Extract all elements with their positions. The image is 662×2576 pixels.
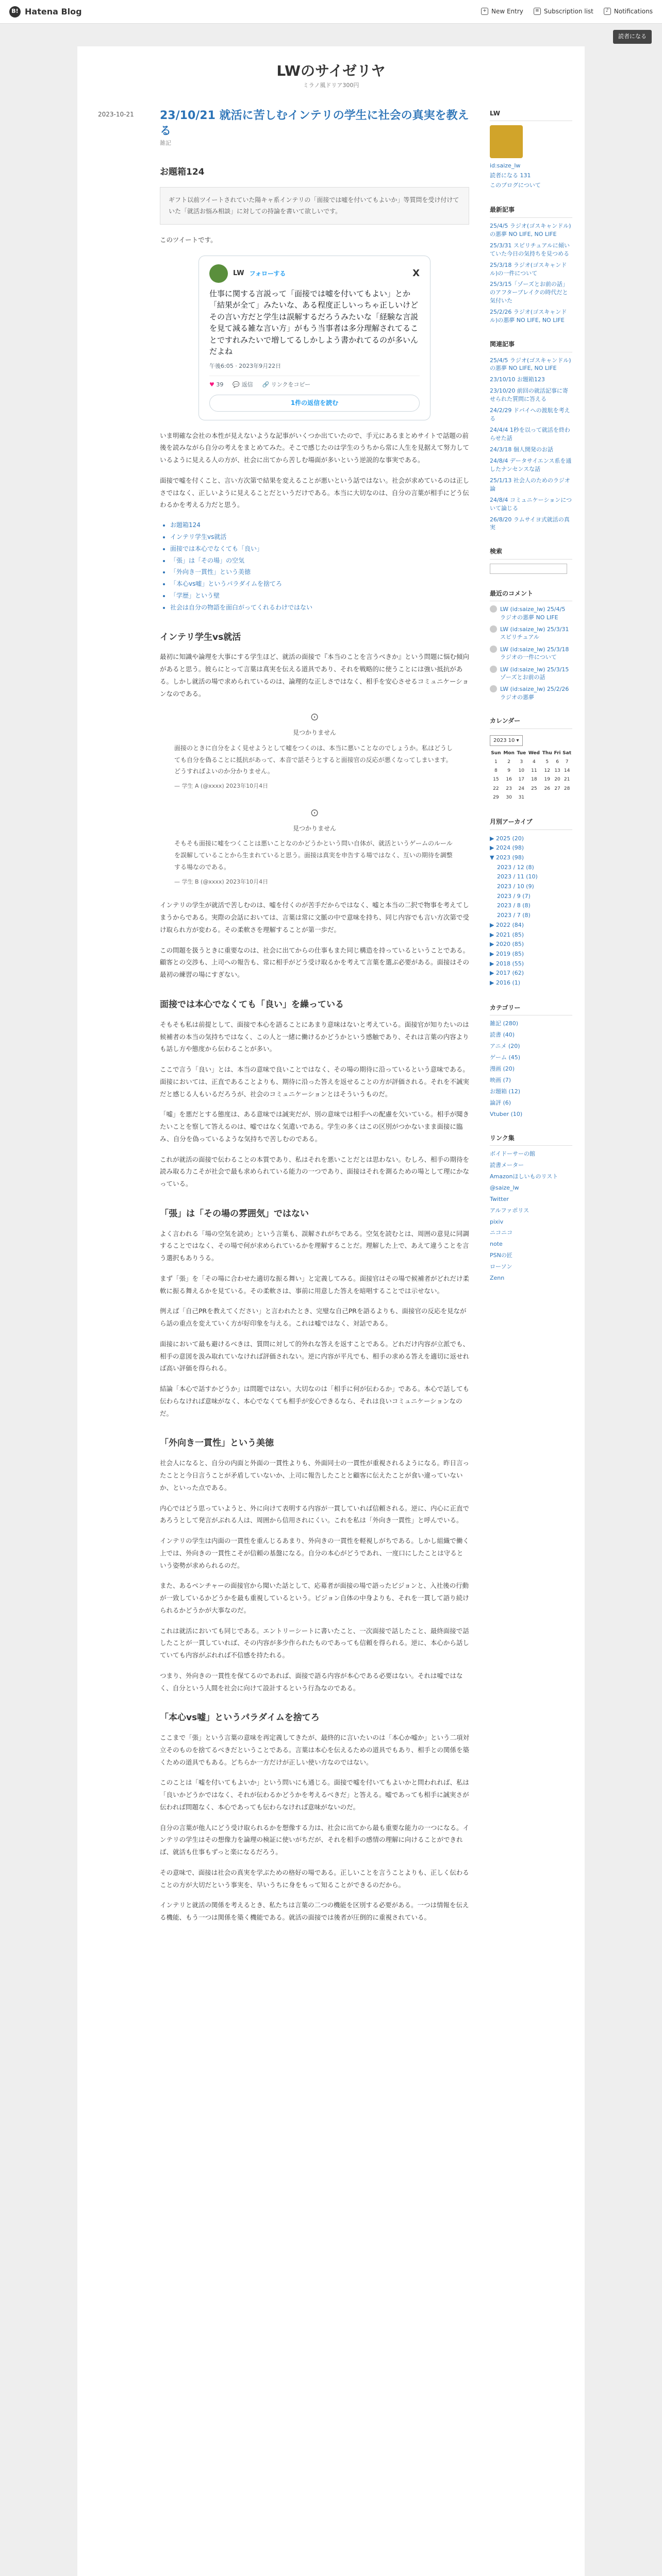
user-icon bbox=[490, 685, 497, 692]
toc-item[interactable]: • 「張」は「その場」の空気 bbox=[170, 555, 469, 567]
links-block: リンク集 ボイドーサーの館 読書メーター Amazonほしいものリスト @saize_lw Twitter アルファポリス pixiv ニコニコ note PSNの匠 ローソン Zenn bbox=[490, 1133, 572, 1283]
blog-title[interactable]: LWのサイゼリヤ bbox=[276, 62, 386, 79]
recent-post-link[interactable]: 25/2/26 ラジオ(ゴスキャンドル)の悪夢 NO LIFE, NO LIFE bbox=[490, 309, 567, 324]
quote-icon: ⊙ bbox=[310, 806, 319, 819]
category-link[interactable]: お題箱 (12) bbox=[490, 1088, 521, 1095]
category-link[interactable]: 漫画 (20) bbox=[490, 1065, 515, 1072]
user-icon bbox=[490, 605, 497, 613]
related-post-link[interactable]: 25/4/5 ラジオ(ゴスキャンドル)の悪夢 NO LIFE, NO LIFE bbox=[490, 357, 571, 372]
sidebar bbox=[490, 108, 572, 1297]
archive-year[interactable]: ▶ 2025 (20) bbox=[490, 835, 524, 842]
related-post-link[interactable]: 25/1/13 社会人のためのラジオ論 bbox=[490, 477, 570, 492]
embedded-tweet[interactable]: LW フォローする X 仕事に関する言説って「面接では嘘を付いてもよい」とか「結果が全て」みたいな、ある程度正しいっちゃ正しいけどその言い方だと学生は誤解するだろうみたいな「経験な言説を見て減る雑な言い方」がもう当事者は多分理解されてることですれみたいで増してるしかしよう書かれてるのが多いんだよね 午後6:05 · 2023年9月22日 ♥ 39 💬 返信 🔗 リンクをコピー 1件の返信を読む bbox=[198, 256, 431, 420]
archive-year[interactable]: ▶ 2024 (98) bbox=[490, 844, 524, 852]
month-select[interactable]: 2023 10 ▾ bbox=[490, 735, 523, 746]
recent-post-link[interactable]: 25/3/15「ゾーズとお前の話」のアフターブレイクの時代だと気付いた bbox=[490, 281, 568, 304]
quote-citation[interactable]: — 学生 A (@xxxx) 2023年10月4日 bbox=[174, 783, 269, 790]
archive-year[interactable]: ▶ 2020 (85) bbox=[490, 941, 524, 948]
article: 23/10/21 就活に苦しむインテリの学生に社会の真実を教える 雑記 お題箱124 ギフト以前ツイートされていた陽キャ系インテリの「面接では嘘を付いてもよいか」等質問を受け付けていた「就活お悩み相談」に対しての持論を書いて欲しいです。 このツイートです。 LW フォローする X 仕事に関する言説って「面接では嘘を付いてもよい」とか「結果が全て」みたいな、ある程度正しいっちゃ正しいけどその言い方だと学生は誤解するだろうみたいな「経験な言説を見て減る雑な言い方」がもう当事者は多分理解されてることですれみたいで増してるしかしよう書かれてるのが多いんだよね 午後6:05 · 2023年9月22日 ♥ 39 💬 返信 🔗 リンクをコピー 1件の返信を読む いま明確な会社の本性が見えないような記事がいくつか出ていたので、手元にあるまとめサイトで話題の前後を読みながら自分の考えをまとめてみた。そこで感じたのは学生のうちから常に人生を見据えて努力しているように見える人の方が、社会に出てから苦しむ場面が多いという逆説的な事実である。 面接で嘘を付くこと、言い方次第で結果を変えることが悪いという話ではない。社会が求めているのは正しさではなく、正しいように見えることだというだけである。本当に大切なのは、自分の言葉が相手にどう伝わるかを考える力だと思う。 • お題箱124 • インテリ学生vs就活 • 面接では本心でなくても「良い」 • 「張」は「その場」の空気 • 「外向き一貫性」という美徳 • 「本心vs嘘」というパラダイムを捨てろ • 「学歴」という壁 • 社会は自分の物語を面白がってくれるわけではない インテリ学生vs就活 最初に知識や論理を大事にする学生ほど、就活の面接で『本当のことを言うべきか』という問題に悩む傾向があると思う。彼らにとって言葉は真実を伝える道具であり、それを戦略的に使うことには強い抵抗がある。しかし就活の場で求められているのは、論理的な正しさではなく、相手を安心させるコミュニケーションなのである。 ⊙ 見つかりません 面接のときに自分をよく見せようとして嘘をつくのは、本当に悪いことなのでしょうか。私はどうしても自分を偽ることに抵抗があって、本音で話そうとすると面接官の反応が悪くなってしまいます。どうすればよいのか分かりません。 — 学生 A (@xxxx) 2023年10月4日 ⊙ 見つかりません そもそも面接に嘘をつくことは悪いことなのかどうかという問い自体が、就活というゲームのルールを誤解していることから生まれていると思う。面接は真実を申告する場ではなく、互いの期待を調整する場なのである。 — 学生 B (@xxxx) 2023年10月4日 インテリの学生が就活で苦しむのは、嘘を付くのが苦手だからではなく、嘘と本当の二択で物事を考えてしまうからである。実際の会話においては、言葉は常に文脈の中で意味を持ち、同じ内容でも言い方次第で受け取られ方が変わる。その柔軟さを理解することが第一歩だ。 この問題を扱うときに重要なのは、社会に出てからの仕事もまた同じ構造を持っているということである。顧客との交渉も、上司への報告も、常に相手がどう受け取るかを考えて言葉を選ぶ必要がある。面接はその最初の練習の場にすぎない。 面接では本心でなくても「良い」を繰っている そもそも私は前提として、面接で本心を語ることにあまり意味はないと考えている。面接官が知りたいのは候補者の本当の気持ちではなく、この人と一緒に働けるかどうかという感触であり、それは言葉の内容よりも話し方や態度から伝わることが多い。 ここで言う「良い」とは、本当の意味で良いことではなく、その場の期待に沿っているという意味である。面接においては、正直であることよりも、期待に沿った答えを返せることの方が評価される。それを不誠実だと感じる人もいるだろうが、社会のコミュニケーションとはそういうものだ。 「嘘」を悪だとする態度は、ある意味では誠実だが、別の意味では相手への配慮を欠いている。相手が聞きたいことを察して答えるのは、嘘ではなく気遣いである。学生の多くはこの区別がつかないまま面接に臨み、自分を偽っているような気持ちで苦しむのである。 これが就活の面接で伝わることの本質であり、私はそれを悪いことだとは思わない。むしろ、相手の期待を読み取る力こそが社会で最も求められている能力の一つであり、面接はそれを測るための場として理にかなっている。 「張」は「その場の雰囲気」ではない よく言われる「場の空気を読め」という言葉も、誤解されがちである。空気を読むとは、周囲の意見に同調することではなく、その場で何が求められているかを理解することだ。理解した上で、あえて違うことを言う選択もありうる。 まず「張」を「その場に合わせた適切な振る舞い」と定義してみる。面接官はその場で候補者がどれだけ柔軟に振る舞えるかを見ている。その柔軟さは、事前に用意した答えを暗唱することでは示せない。 例えば「自己PRを教えてください」と言われたとき、完璧な自己PRを語るよりも、面接官の反応を見ながら話の重点を変えていく方が好印象を与える。これは嘘ではなく、対話である。 面接において最も避けるべきは、質問に対して的外れな答えを返すことである。どれだけ内容が立派でも、相手の意図を汲み取れていなければ評価されない。逆に内容が平凡でも、相手の求める答えを適切に返せれば高い評価を得られる。 結論「本心で話すかどうか」は問題ではない。大切なのは「相手に何が伝わるか」である。本心で話しても伝わらなければ意味がなく、本心でなくても相手が安心できるなら、それは良いコミュニケーションなのだ。 「外向き一貫性」という美徳 社会人になると、自分の内面と外面の一貫性よりも、外面同士の一貫性が重視されるようになる。昨日言ったことと今日言うことが矛盾していないか、上司に報告したことと顧客に伝えたことが食い違っていないか、といった点である。 内心ではどう思っていようと、外に向けて表明する内容が一貫していれば信頼される。逆に、内心に正直であろうとして発言がぶれる人は、周囲から信用されにくい。これを私は「外向き一貫性」と呼んでいる。 インテリの学生は内面の一貫性を重んじるあまり、外向きの一貫性を軽視しがちである。しかし組織で働く上では、外向きの一貫性こそが信頼の基盤になる。自分の本心がどうであれ、一度口にしたことは守るという姿勢が求められるのだ。 また、あるベンチャーの面接官から聞いた話として、応募者が面接の場で語ったビジョンと、入社後の行動が一致しているかどうかを最も重視しているという。ビジョン自体の中身よりも、それを一貫して語り続けられるかどうかが大事なのだ。 これは就活においても同じである。エントリーシートに書いたこと、一次面接で話したこと、最終面接で話したことが一貫していれば、その内容が多少作られたものであっても信頼を得られる。逆に、本心から話していても内容がぶれれば不信感を持たれる。 つまり、外向きの一貫性を保てるのであれば、面接で語る内容が本心である必要はない。それは嘘ではなく、自分という人間を社会に向けて設計するという行為なのである。 「本心vs嘘」というパラダイムを捨てろ ここまで「張」という言葉の意味を再定義してきたが、最終的に言いたいのは「本心か嘘か」という二項対立そのものを捨てるべきだということである。言葉は本心を伝えるための道具でもあり、相手との関係を築くための道具でもある。どちらか一方だけが正しい使い方なのではない。 このことは「嘘を付いてもよいか」という問いにも通じる。面接で嘘を付いてもよいかと問われれば、私は「良いかどうかではなく、それが伝わるかどうかを考えるべきだ」と答える。嘘であっても相手に誠実さが伝われば問題なく、本心であっても伝わらなければ意味がないのだ。 自分の言葉が他人にどう受け取られるかを想像する力は、社会に出てから最も重要な能力の一つになる。インテリの学生はその想像力を論理の検証に使いがちだが、それを相手の感情の理解に向けることができれば、就活も仕事もずっと楽になるだろう。 その意味で、面接は社会の真実を学ぶための格好の場である。正しいことを言うことよりも、正しく伝わることの方が大切だという事実を、早いうちに身をもって知ることができるのだから。 インテリと就活の関係を考えるとき、私たちは言葉の二つの機能を区別する必要がある。一つは情報を伝える機能、もう一つは関係を築く機能である。就活の面接では後者が圧倒的に重視されている。 bbox=[160, 108, 469, 1932]
related-post-link[interactable]: 23/10/10 お題箱123 bbox=[490, 376, 545, 383]
category-link[interactable]: アニメ (20) bbox=[490, 1042, 520, 1049]
blockquote: そもそも面接に嘘をつくことは悪いことなのかどうかという問い自体が、就活というゲームのルールを誤解していることから生まれていると思う。面接は真実を申告する場ではなく、互いの期待を調整する場なのである。 bbox=[174, 840, 453, 871]
external-link[interactable]: アルファポリス bbox=[490, 1207, 529, 1214]
category-link[interactable]: 映画 (7) bbox=[490, 1076, 511, 1083]
notifications-link[interactable]: ♪ Notifications bbox=[604, 6, 653, 16]
bell-icon: ♪ bbox=[604, 8, 611, 15]
new-entry-link[interactable]: + New Entry bbox=[481, 6, 523, 16]
blog-container bbox=[77, 46, 585, 2576]
post-title[interactable]: 23/10/21 就活に苦しむインテリの学生に社会の真実を教える bbox=[160, 109, 469, 138]
external-link[interactable]: ローソン bbox=[490, 1263, 512, 1270]
x-logo-icon[interactable]: X bbox=[412, 267, 420, 279]
heading-summary: お題箱124 bbox=[160, 167, 205, 178]
user-icon bbox=[490, 666, 497, 673]
external-link[interactable]: Amazonほしいものリスト bbox=[490, 1173, 558, 1180]
heading-ikkan: 「外向き一貫性」という美徳 bbox=[160, 1438, 274, 1449]
related-post-link[interactable]: 23/10/20 前回の就活記事に寄せられた質問に答える bbox=[490, 387, 568, 403]
comment-item[interactable]: LW (id:saize_lw) 25/2/26 ラジオの悪夢 bbox=[490, 685, 572, 701]
subscribe-button[interactable]: 読者になる bbox=[613, 30, 652, 44]
archive-month[interactable]: 2023 / 8 (8) bbox=[497, 902, 531, 909]
post-category[interactable]: 雑記 bbox=[160, 140, 171, 147]
external-link[interactable]: Twitter bbox=[490, 1195, 509, 1202]
external-link[interactable]: ニコニコ bbox=[490, 1229, 512, 1236]
user-icon bbox=[490, 625, 497, 633]
archive-month[interactable]: 2023 / 10 (9) bbox=[497, 883, 534, 890]
search-block: 検索 bbox=[490, 546, 572, 573]
toc-item[interactable]: • お題箱124 bbox=[170, 519, 469, 531]
related-post-link[interactable]: 24/8/4 データサイエンス系を通したナンセンスな話 bbox=[490, 457, 572, 472]
recent-posts: 最新記事 25/4/5 ラジオ(ゴスキャンドル)の悪夢 NO LIFE, NO LIFE 25/3/31 スピリチュアルに傾いていた今日の気持ちを見つめる 25/3/18 ラジオ(ゴスキャンドル)の一件について 25/3/15「ゾーズとお前の話」のアフターブレイクの時代だと気付いた 25/2/26 ラジオ(ゴスキャンドル)の悪夢 NO LIFE, NO LIFE bbox=[490, 205, 572, 325]
toc-item[interactable]: • 「外向き一貫性」という美徳 bbox=[170, 566, 469, 578]
quote-citation[interactable]: — 学生 B (@xxxx) 2023年10月4日 bbox=[174, 878, 269, 885]
blockquote: 面接のときに自分をよく見せようとして嘘をつくのは、本当に悪いことなのでしょうか。私はどうしても自分を偽ることに抵抗があって、本音で話そうとすると面接官の反応が悪くなってしまいます。どうすればよいのか分かりません。 bbox=[174, 744, 453, 775]
hatena-icon: B! bbox=[9, 6, 21, 18]
avatar[interactable] bbox=[209, 264, 228, 283]
archive-month[interactable]: 2023 / 7 (8) bbox=[497, 912, 531, 919]
category-link[interactable]: 雑記 (280) bbox=[490, 1020, 519, 1027]
quote-icon: ⊙ bbox=[310, 710, 319, 723]
post-date[interactable]: 2023-10-21 bbox=[98, 111, 134, 118]
toc-item[interactable]: • 面接では本心でなくても「良い」 bbox=[170, 543, 469, 555]
external-link[interactable]: @saize_lw bbox=[490, 1184, 519, 1191]
profile-block: LW id:saize_lw 読者になる 131 このブログについて bbox=[490, 108, 572, 190]
archive-block: 月別アーカイブ ▶ 2025 (20) ▶ 2024 (98) ▼ 2023 (98) 2023 / 12 (8) 2023 / 11 (10) 2023 / 10 (9) 2023 / 9 (7) 2023 / 8 (8) 2023 / 7 (8) ▶ 2022 (84) ▶ 2021 (85) ▶ 2020 (85) ▶ 2019 (85) ▶ 2018 (55) ▶ 2017 (62) ▶ 2016 (1) bbox=[490, 817, 572, 988]
archive-year[interactable]: ▶ 2016 (1) bbox=[490, 979, 521, 986]
profile-avatar[interactable] bbox=[490, 125, 523, 158]
external-link[interactable]: note bbox=[490, 1241, 503, 1248]
copy-link-button[interactable]: 🔗 リンクをコピー bbox=[262, 381, 311, 388]
toc-item[interactable]: • 「本心vs嘘」というパラダイムを捨てろ bbox=[170, 578, 469, 590]
category-link[interactable]: Vtuber (10) bbox=[490, 1110, 523, 1117]
subscription-link[interactable]: ≡ Subscription list bbox=[534, 6, 593, 16]
question-box: ギフト以前ツイートされていた陽キャ系インテリの「面接では嘘を付いてもよいか」等質問を受け付けていた「就活お悩み相談」に対しての持論を書いて欲しいです。 bbox=[160, 187, 469, 225]
comment-item[interactable]: LW (id:saize_lw) 25/3/15 ゾーズとお前の話 bbox=[490, 666, 572, 682]
heading-intelli: インテリ学生vs就活 bbox=[160, 632, 241, 642]
list-icon: ≡ bbox=[534, 8, 541, 15]
hatena-logo[interactable]: B! Hatena Blog bbox=[9, 5, 82, 19]
external-link[interactable]: Zenn bbox=[490, 1275, 505, 1282]
tweet-timestamp[interactable]: 午後6:05 · 2023年9月22日 bbox=[209, 362, 282, 369]
calendar: Sun Mon Tue Wed Thu Fri Sat 1 2 3 4 5 6 7 8 9 10 11 12 13 14 15 16 17 18 19 20 21 22 23 24 25 26 27 28 29 30 31 bbox=[491, 750, 571, 800]
external-link[interactable]: PSNの匠 bbox=[490, 1252, 512, 1259]
calendar-block: カレンダー 2023 10 ▾ Sun Mon Tue Wed Thu Fri Sat 1 2 3 4 5 6 7 8 9 10 11 12 13 14 15 16 17 18 19 20 21 22 23 24 25 26 27 28 29 30 31 bbox=[490, 716, 572, 802]
blog-subtitle: ミラノ風ドリア300円 bbox=[303, 82, 359, 89]
comment-item[interactable]: LW (id:saize_lw) 25/3/18 ラジオの一件について bbox=[490, 646, 572, 662]
archive-month[interactable]: 2023 / 12 (8) bbox=[497, 863, 534, 871]
comment-item[interactable]: LW (id:saize_lw) 25/4/5 ラジオの悪夢 NO LIFE bbox=[490, 605, 572, 621]
archive-year[interactable]: ▼ 2023 (98) bbox=[490, 854, 524, 861]
top-bar bbox=[0, 0, 662, 24]
tweet-text: 仕事に関する言説って「面接では嘘を付いてもよい」とか「結果が全て」みたいな、ある程度正しいっちゃ正しいけどその言い方だと学生は誤解するだろうみたいな「経験な言説を見て減る雑な言い方」がもう当事者は多分理解されてることですれみたいで増してるしかしよう書かれてるのが多いんだよね bbox=[209, 289, 419, 357]
reply-button[interactable]: 💬 返信 bbox=[233, 381, 253, 388]
archive-month[interactable]: 2023 / 11 (10) bbox=[497, 873, 538, 880]
search-input[interactable] bbox=[490, 564, 567, 574]
category-link[interactable]: 論評 (6) bbox=[490, 1099, 511, 1106]
external-link[interactable]: pixiv bbox=[490, 1218, 504, 1225]
user-icon bbox=[490, 646, 497, 653]
recent-post-link[interactable]: 25/3/18 ラジオ(ゴスキャンドル)の一件について bbox=[490, 261, 567, 277]
related-post-link[interactable]: 24/2/29 ドバイへの渡航を考える bbox=[490, 407, 570, 422]
read-replies-button[interactable]: 1件の返信を読む bbox=[209, 395, 420, 411]
external-link[interactable]: ボイドーサーの館 bbox=[490, 1150, 535, 1157]
related-post-link[interactable]: 24/3/18 個人開発のお話 bbox=[490, 446, 553, 453]
archive-month[interactable]: 2023 / 9 (7) bbox=[497, 892, 531, 900]
toc-item[interactable]: • インテリ学生vs就活 bbox=[170, 531, 469, 543]
related-post-link[interactable]: 24/8/4 コミュニケーションについて論じる bbox=[490, 496, 572, 512]
related-post-link[interactable]: 24/4/4 1秒を以って就活を終わらせた話 bbox=[490, 427, 570, 442]
toc-item[interactable]: • 社会は自分の物語を面白がってくれるわけではない bbox=[170, 602, 469, 614]
category-link[interactable]: ゲーム (45) bbox=[490, 1054, 521, 1061]
recent-comments: 最近のコメント LW (id:saize_lw) 25/4/5 ラジオの悪夢 NO LIFE LW (id:saize_lw) 25/3/31 スピリチュアル LW (id:saize_lw) 25/3/18 ラジオの一件について LW (id:saize_lw) 25/3/15 ゾーズとお前の話 LW (id:saize_lw) 25/2/26 ラジオの悪夢 bbox=[490, 588, 572, 701]
archive-year[interactable]: ▶ 2019 (85) bbox=[490, 950, 524, 957]
related-posts: 関連記事 25/4/5 ラジオ(ゴスキャンドル)の悪夢 NO LIFE, NO LIFE 23/10/10 お題箱123 23/10/20 前回の就活記事に寄せられた質問に答える 24/2/29 ドバイへの渡航を考える 24/4/4 1秒を以って就活を終わらせた話 24/3/18 個人開発のお話 24/8/4 データサイエンス系を通したナンセンスな話 25/1/13 社会人のためのラジオ論 24/8/4 コミュニケーションについて論じる 26/8/20 ラムサイヨ式就活の真実 bbox=[490, 339, 572, 532]
recent-post-link[interactable]: 25/3/31 スピリチュアルに傾いていた今日の気持ちを見つめる bbox=[490, 242, 570, 257]
category-link[interactable]: 読書 (40) bbox=[490, 1031, 515, 1038]
follow-button[interactable]: フォローする bbox=[249, 269, 286, 277]
table-of-contents bbox=[170, 519, 469, 613]
archive-year[interactable]: ▶ 2021 (85) bbox=[490, 931, 524, 938]
archive-year[interactable]: ▶ 2017 (62) bbox=[490, 970, 524, 977]
recent-post-link[interactable]: 25/4/5 ラジオ(ゴスキャンドル)の悪夢 NO LIFE, NO LIFE bbox=[490, 222, 571, 238]
reply-icon: 💬 bbox=[233, 381, 240, 388]
comment-item[interactable]: LW (id:saize_lw) 25/3/31 スピリチュアル bbox=[490, 625, 572, 641]
blog-header bbox=[77, 46, 585, 114]
archive-year[interactable]: ▶ 2022 (84) bbox=[490, 921, 524, 928]
heading-paradigm: 「本心vs嘘」というパラダイムを捨てろ bbox=[160, 1713, 320, 1723]
external-link[interactable]: 読書メーター bbox=[490, 1161, 524, 1168]
heading-honne: 面接では本心でなくても「良い」を繰っている bbox=[160, 999, 344, 1010]
about-link[interactable]: このブログについて bbox=[490, 181, 541, 189]
pencil-icon: + bbox=[481, 8, 488, 15]
related-post-link[interactable]: 26/8/20 ラムサイヨ式就活の真実 bbox=[490, 516, 570, 531]
category-block: カテゴリー 雑記 (280) 読書 (40) アニメ (20) ゲーム (45) 漫画 (20) 映画 (7) お題箱 (12) 論評 (6) Vtuber (10) bbox=[490, 1003, 572, 1118]
like-button[interactable]: ♥ 39 bbox=[209, 381, 224, 388]
subscribe-link[interactable]: 読者になる 131 bbox=[490, 172, 531, 179]
archive-year[interactable]: ▶ 2018 (55) bbox=[490, 960, 524, 967]
toc-item[interactable]: • 「学歴」という壁 bbox=[170, 590, 469, 602]
link-icon: 🔗 bbox=[262, 381, 270, 388]
heading-ba: 「張」は「その場の雰囲気」ではない bbox=[160, 1208, 309, 1219]
profile-id[interactable]: id:saize_lw bbox=[490, 162, 521, 170]
heart-icon: ♥ bbox=[209, 381, 214, 388]
